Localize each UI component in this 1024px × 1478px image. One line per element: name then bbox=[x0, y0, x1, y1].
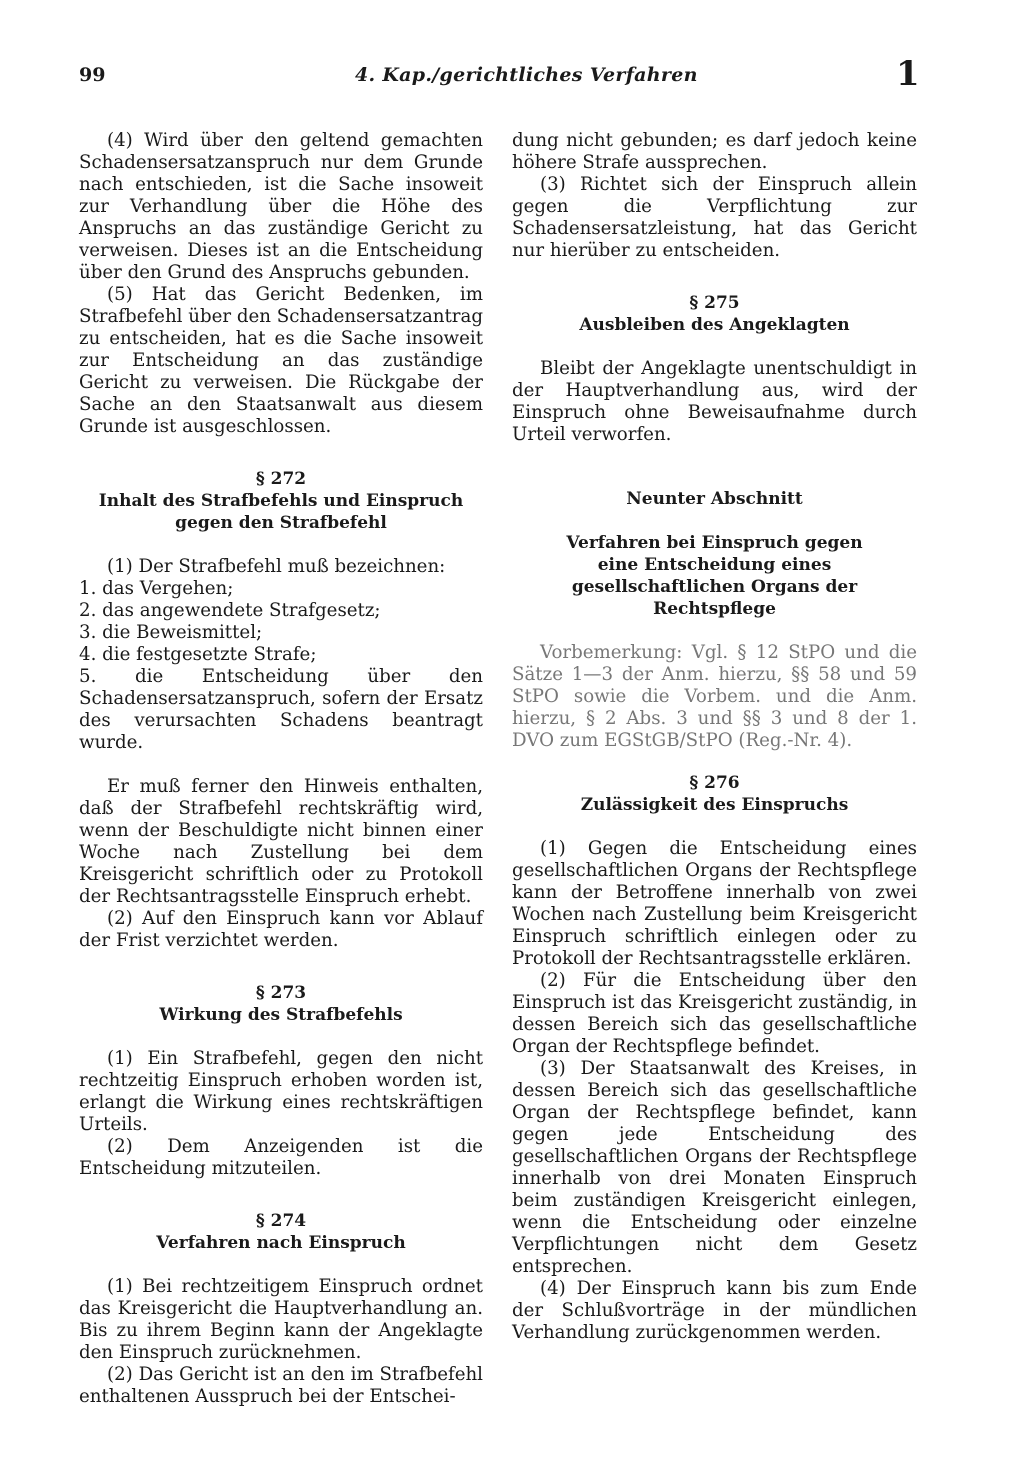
section-276-para-4: (4) Der Einspruch kann bis zum Ende der Schlußvorträge in der mündlichen Verhandlung zurückgenommen werden. bbox=[512, 1278, 917, 1343]
section-title: Ausbleiben des Angeklagten bbox=[579, 315, 850, 335]
section-number: § 274 bbox=[255, 1211, 307, 1231]
section-274-heading bbox=[79, 1210, 483, 1254]
paragraph-5: (5) Hat das Gericht Bedenken, im Strafbefehl über den Schadensersatzantrag zu entscheiden, hat es die Sache insoweit zur Entscheidung an das zuständige Gericht zu verweisen. Die Rückgabe der Sache an den Staatsanwalt aus diesem Grunde ist ausgeschlossen. bbox=[79, 284, 483, 437]
page-header bbox=[0, 54, 1024, 100]
chapter-subtitle-line: Verfahren bei Einspruch gegen bbox=[566, 533, 863, 553]
section-272-hint: Er muß ferner den Hinweis enthalten, daß der Strafbefehl rechtskräftig wird, wenn der Beschuldigte nicht binnen einer Woche nach Zustellung bei dem Kreisgericht schriftlich oder zu Protokoll der Rechtsantragsstelle Einspruch erhebt. bbox=[79, 776, 483, 907]
list-item: 5. die Entscheidung über den Schadensersatzanspruch, sofern der Ersatz des verursachten Schadens beantragt wurde. bbox=[79, 666, 483, 753]
section-275-para: Bleibt der Angeklagte unentschuldigt in der Hauptverhandlung aus, wird der Einspruch ohne Beweisaufnahme durch Urteil verworfen. bbox=[512, 358, 917, 445]
right-column bbox=[512, 130, 917, 1344]
chapter-subtitle bbox=[512, 532, 917, 620]
paragraph-4: (4) Wird über den geltend gemachten Schadensersatzanspruch nur dem Grunde nach entschieden, ist die Sache insoweit zur Verhandlung über die Höhe des Anspruchs an das zuständige Gericht zu verweisen. Dieses ist an die Entscheidung über den Grund des Anspruchs gebunden. bbox=[79, 130, 483, 283]
chapter-subtitle-line: gesellschaftlichen Organs der Rechtspflege bbox=[571, 577, 858, 619]
section-274-para-2: (2) Das Gericht ist an den im Strafbefehl enthaltenen Ausspruch bei der Entschei- bbox=[79, 1364, 483, 1407]
section-title: Zulässigkeit des Einspruchs bbox=[580, 795, 849, 815]
continuation-text: dung nicht gebunden; es darf jedoch keine höhere Strafe aussprechen. bbox=[512, 130, 917, 173]
section-272-para-2: (2) Auf den Einspruch kann vor Ablauf der Frist verzichtet werden. bbox=[79, 908, 483, 951]
section-272-intro: (1) Der Strafbefehl muß bezeichnen: bbox=[107, 556, 446, 577]
chapter-number: 1 bbox=[896, 54, 920, 94]
section-275-heading bbox=[512, 292, 917, 336]
section-276-heading bbox=[512, 772, 917, 816]
section-number: § 276 bbox=[689, 773, 740, 793]
list-item: 1. das Vergehen; bbox=[79, 578, 234, 599]
section-273-para-1: (1) Ein Strafbefehl, gegen den nicht rechtzeitig Einspruch erhoben worden ist, erlangt die Wirkung eines rechtskräftigen Urteils. bbox=[79, 1048, 483, 1135]
spacer bbox=[79, 754, 483, 776]
section-number: § 273 bbox=[255, 983, 307, 1003]
section-276-para-1: (1) Gegen die Entscheidung eines gesellschaftlichen Organs der Rechtspflege kann der Betroffene innerhalb von zwei Wochen nach Zustellung beim Kreisgericht Einspruch schriftlich einlegen oder zu Protokoll der Rechtsantragsstelle erklären. bbox=[512, 838, 917, 969]
section-273-para-2: (2) Dem Anzeigenden ist die Entscheidung mitzuteilen. bbox=[79, 1136, 483, 1179]
section-273-heading bbox=[79, 982, 483, 1026]
paragraph-3: (3) Richtet sich der Einspruch allein gegen die Verpflichtung zur Schadensersatzleistung, hat das Gericht nur hierüber zu entscheiden. bbox=[512, 174, 917, 261]
section-274-para-1: (1) Bei rechtzeitigem Einspruch ordnet das Kreisgericht die Hauptverhandlung an. Bis zu ihrem Beginn kann der Angeklagte den Einspruch zurücknehmen. bbox=[79, 1276, 483, 1363]
list-item: 3. die Beweismittel; bbox=[79, 622, 263, 643]
section-number: § 275 bbox=[689, 293, 740, 313]
section-title: Verfahren nach Einspruch bbox=[156, 1233, 406, 1253]
page-number: 99 bbox=[79, 64, 106, 86]
chapter-subtitle-line: eine Entscheidung eines bbox=[597, 555, 832, 575]
section-276-para-2: (2) Für die Entscheidung über den Einspruch ist das Kreisgericht zuständig, in dessen Bereich sich das gesellschaftliche Organ der Rechtspflege befindet. bbox=[512, 970, 917, 1057]
chapter-title: Neunter Abschnitt bbox=[626, 489, 803, 509]
list-item: 2. das angewendete Strafgesetz; bbox=[79, 600, 381, 621]
preliminary-note: Vorbemerkung: Vgl. § 12 StPO und die Sätze 1—3 der Anm. hierzu, §§ 58 und 59 StPO sowie die Vorbem. und die Anm. hierzu, § 2 Abs. 3 und §§ 3 und 8 der 1. DVO zum EGStGB/StPO (Reg.-Nr. 4). bbox=[512, 642, 917, 751]
left-column bbox=[79, 130, 483, 1408]
running-head: 4. Kap./gerichtliches Verfahren bbox=[355, 64, 698, 86]
section-number: § 272 bbox=[255, 469, 307, 489]
section-276-para-3: (3) Der Staatsanwalt des Kreises, in dessen Bereich sich das gesellschaftliche Organ der Rechtspflege befindet, kann gegen jede Entscheidung des gesellschaftlichen Organs der Rechtspflege innerhalb von drei Monaten Einspruch beim zuständigen Kreisgericht einlegen, wenn die Entscheidung oder einzelne Verpflichtungen nicht dem Gesetz entsprechen. bbox=[512, 1058, 917, 1277]
list-item: 4. die festgesetzte Strafe; bbox=[79, 644, 317, 665]
section-title: gegen den Strafbefehl bbox=[175, 513, 387, 533]
section-272-heading bbox=[79, 468, 483, 534]
section-title: Inhalt des Strafbefehls und Einspruch bbox=[98, 491, 464, 511]
section-title: Wirkung des Strafbefehls bbox=[159, 1005, 403, 1025]
